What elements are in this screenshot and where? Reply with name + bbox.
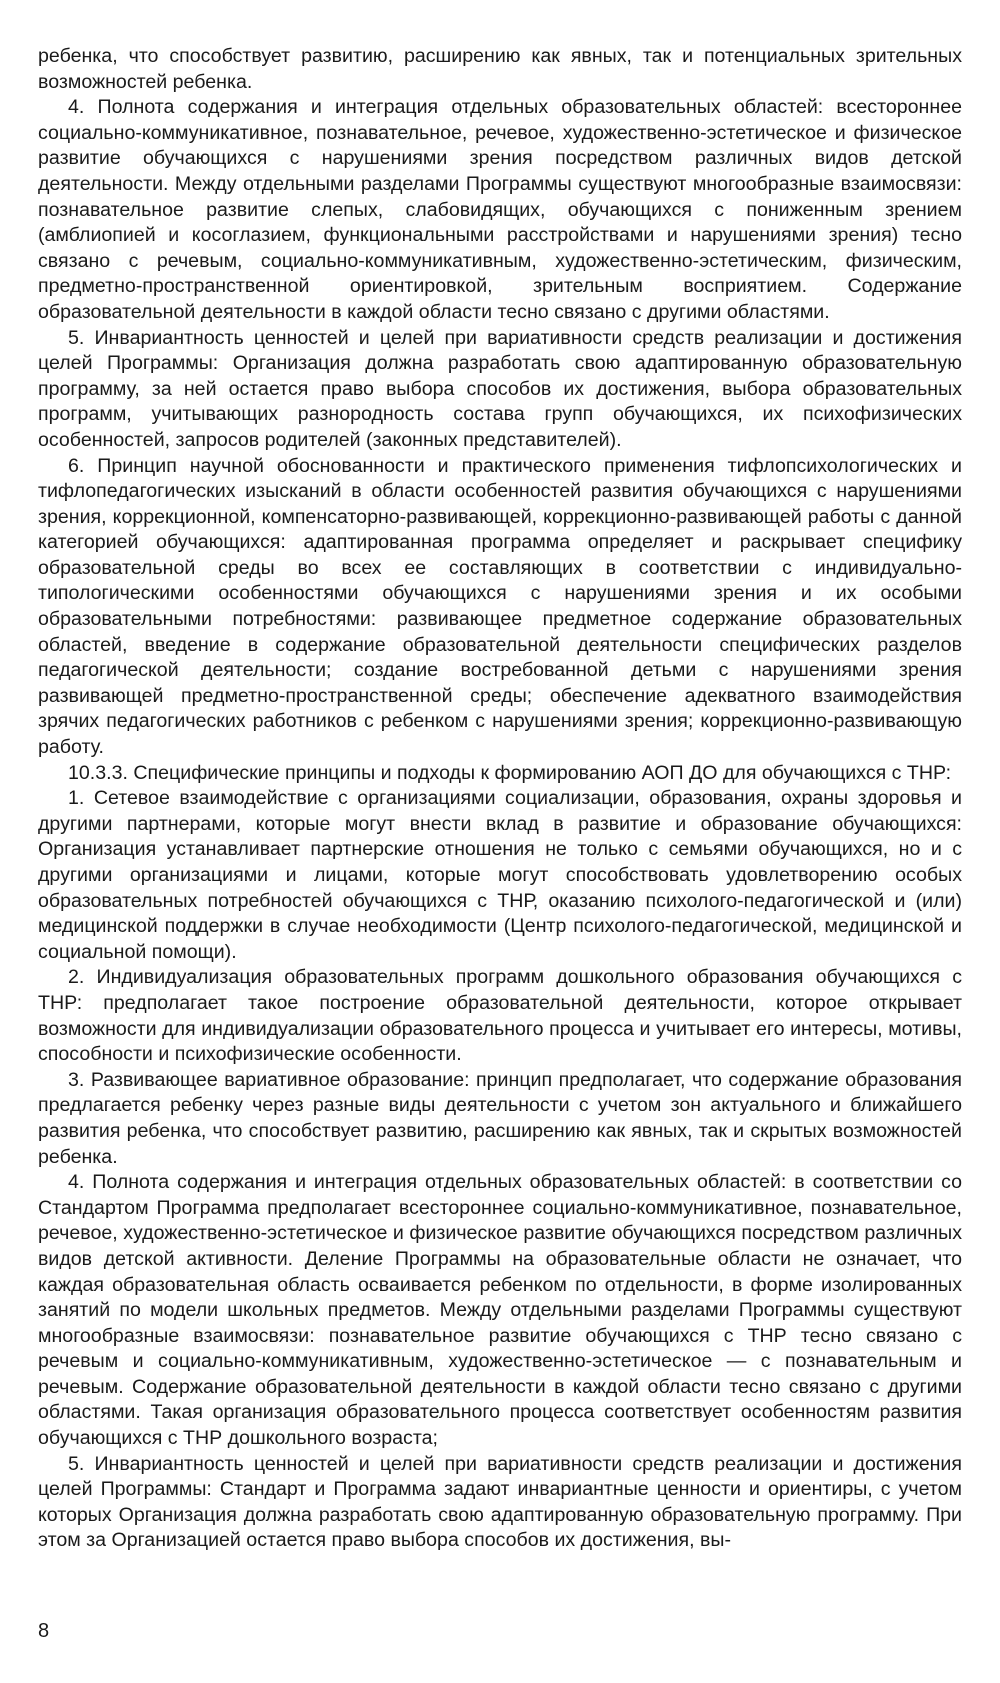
paragraph: 5. Инвариантность ценностей и целей при вариативности средств реализации и достижения целей Программы: Организация должна разработать свою адаптированную образовательную программу, за ней остается право выбора способов их достижения, выбора образовательных программ, учитывающих разнородность состава групп обучающихся, их психофизических особенностей, запросов родителей (законных представителей). — [38, 326, 962, 451]
paragraph: 6. Принцип научной обоснованности и практического применения тифлопсихологических и тифлопедагогических изысканий в области особенностей развития обучающихся с нарушениями зрения, коррекционной, компенсаторно-развивающей, коррекционно-развивающей работы с данной категорией обучающихся: адаптированная программа определяет и раскрывает специфику образовательной среды во всех ее составляющих в соответствии с индивидуально-типологическими особенностями обучающихся с нарушениями зрения и их особыми образовательными потребностями: развивающее предметное содержание образовательных областей, введение в содержание образовательной деятельности специфических разделов педагогической деятельности; создание востребованной детьми с нарушениями зрения развивающей предметно-пространственной среды; обеспечение адекватного взаимодействия зрячих педагогических работников с ребенком с нарушениями зрения; коррекционно-развивающую работу. — [38, 454, 962, 759]
paragraph: 4. Полнота содержания и интеграция отдельных образовательных областей: в соответствии со Стандартом Программа предполагает всестороннее социально-коммуникативное, познавательное, речевое, художественно-эстетическое и физическое развитие обучающихся посредством различных видов детской активности. Деление Программы на образовательные области не означает, что каждая образовательная область осваивается ребенком по отдельности, в форме изолированных занятий по модели школьных предметов. Между отдельными разделами Программы существуют многообразные взаимосвязи: познавательное развитие обучающихся с ТНР тесно связано с речевым и социально-коммуникативным, художественно-эстетическое — с познавательным и речевым. Содержание образовательной деятельности в каждой области тесно связано с другими областями. Такая организация образовательного процесса соответствует особенностям развития обучающихся с ТНР дошкольного возраста; — [38, 1171, 962, 1450]
section-heading: 10.3.3. Специфические принципы и подходы к формированию АОП ДО для обучающихся с ТНР: — [68, 761, 952, 784]
page-body — [38, 44, 962, 1554]
paragraph: 1. Сетевое взаимодействие с организациями социализации, образования, охраны здоровья и другими партнерами, которые могут внести вклад в развитие и образование обучающихся: Организация устанавливает партнерские отношения не только с семьями обучающихся, но и с другими организациями и лицами, которые могут способствовать удовлетворению особых образовательных потребностей обучающихся с ТНР, оказанию психолого-педагогической и (или) медицинской поддержки в случае необходимости (Центр психолого-педагогической, медицинской и социальной помощи). — [38, 787, 962, 963]
page-number: 8 — [38, 1620, 50, 1642]
paragraph-continuation: ребенка, что способствует развитию, расширению как явных, так и потенциальных зрительных возможностей ребенка. — [38, 45, 962, 93]
paragraph: 5. Инвариантность ценностей и целей при вариативности средств реализации и достижения целей Программы: Стандарт и Программа задают инвариантные ценности и ориентиры, с учетом которых Организация должна разработать свою адаптированную образовательную программу. При этом за Организацией остается право выбора способов их достижения, вы- — [38, 1452, 962, 1552]
paragraph: 2. Индивидуализация образовательных программ дошкольного образования обучающихся с ТНР: предполагает такое построение образовательной деятельности, которое открывает возможности для индивидуализации образовательного процесса и учитывает его интересы, мотивы, способности и психофизические особенности. — [38, 966, 962, 1066]
paragraph: 3. Развивающее вариативное образование: принцип предполагает, что содержание образования предлагается ребенку через разные виды деятельности с учетом зон актуального и ближайшего развития ребенка, что способствует развитию, расширению как явных, так и скрытых возможностей ребенка. — [38, 1068, 962, 1168]
paragraph: 4. Полнота содержания и интеграция отдельных образовательных областей: всестороннее социально-коммуникативное, познавательное, речевое, художественно-эстетическое и физическое развитие обучающихся с нарушениями зрения посредством различных видов детской деятельности. Между отдельными разделами Программы существуют многообразные взаимосвязи: познавательное развитие слепых, слабовидящих, обучающихся с пониженным зрением (амблиопией и косоглазием, функциональными расстройствами и нарушениями зрения) тесно связано с речевым, социально-коммуникативным, художественно-эстетическим, физическим, предметно-пространственной ориентировкой, зрительным восприятием. Содержание образовательной деятельности в каждой области тесно связано с другими областями. — [38, 96, 962, 323]
